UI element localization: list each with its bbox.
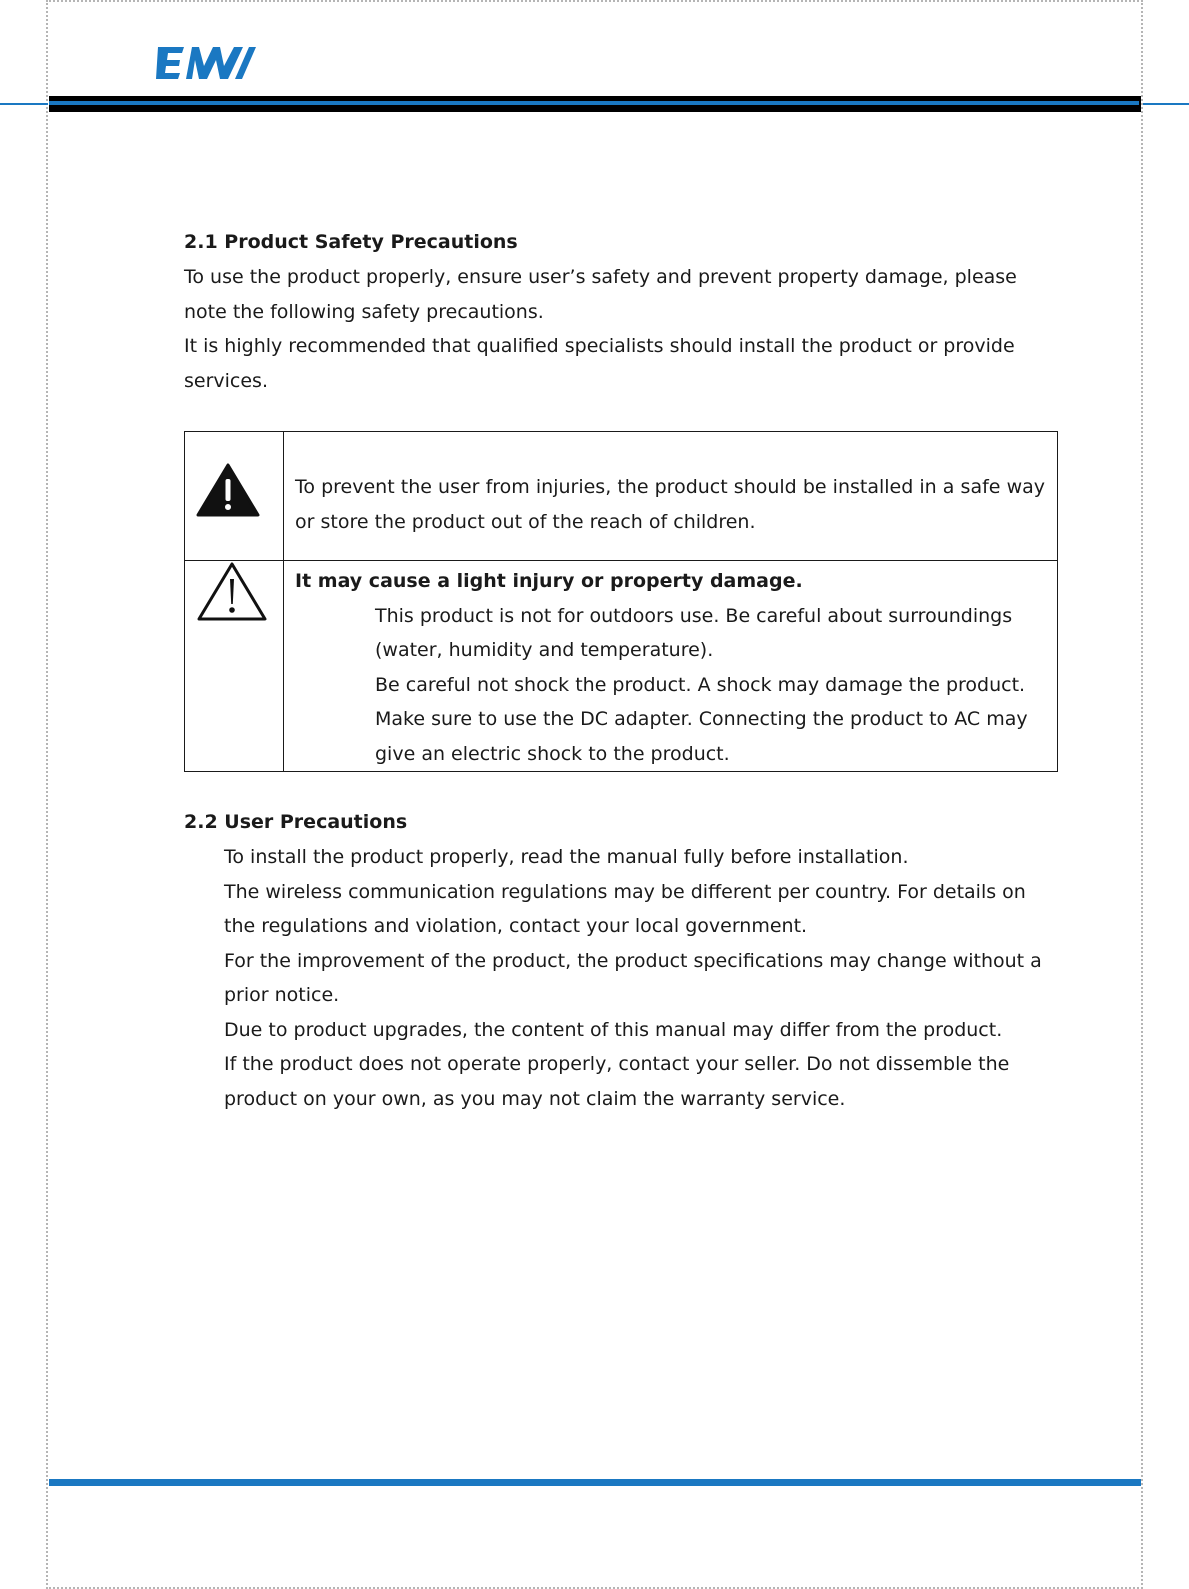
section-2-2-title: 2.2 User Precautions: [184, 811, 408, 833]
danger-icon-cell: [185, 432, 284, 561]
list-item: To install the product properly, read the manual fully before installation.: [224, 846, 909, 868]
section-2-1-intro: [184, 260, 1044, 398]
caution-row: [185, 561, 1058, 772]
list-item: The wireless communication regulations may be different per country. For details on the regulations and violation, contact your local government.: [224, 880, 1026, 937]
caution-text-cell: [284, 561, 1058, 772]
danger-text: To prevent the user from injuries, the product should be installed in a safe way or store the product out of the reach of children.: [295, 476, 1045, 533]
emw-logo: [156, 44, 256, 82]
user-precautions-list: [224, 840, 1054, 1116]
list-item: Due to product upgrades, the content of this manual may differ from the product.: [224, 1018, 1003, 1041]
intro-paragraph-1: To use the product properly, ensure user’s safety and prevent property damage, please note the following safety precautions.: [184, 266, 1017, 323]
intro-paragraph-2: It is highly recommended that qualified specialists should install the product or provide services.: [184, 335, 1015, 392]
list-item: If the product does not operate properly, contact your seller. Do not dissemble the product on your own, as you may not claim the warranty service.: [224, 1053, 1010, 1110]
warning-filled-icon: [196, 462, 260, 518]
caution-list: [284, 599, 1057, 772]
caution-title: It may cause a light injury or property damage.: [295, 570, 803, 592]
list-item: For the improvement of the product, the product specifications may change without a prior notice.: [224, 949, 1042, 1006]
danger-row: [185, 432, 1058, 561]
caution-item: This product is not for outdoors use. Be careful about surroundings (water, humidity and temperature).: [375, 604, 1013, 661]
header-line-right: [1143, 103, 1189, 105]
safety-table: [184, 431, 1058, 772]
caution-item: Be careful not shock the product. A shock may damage the product.: [375, 673, 1026, 696]
header-bar-accent: [49, 101, 1141, 105]
caution-icon-cell: [185, 561, 284, 772]
caution-item: Make sure to use the DC adapter. Connecting the product to AC may give an electric shock to the product.: [375, 708, 1028, 765]
header-line-left: [0, 103, 48, 105]
danger-text-cell: [284, 432, 1058, 561]
footer-bar: [49, 1479, 1141, 1486]
section-2-1-title: 2.1 Product Safety Precautions: [184, 231, 518, 253]
warning-outline-icon: [196, 561, 268, 623]
header-bar-tick: [1139, 96, 1141, 112]
